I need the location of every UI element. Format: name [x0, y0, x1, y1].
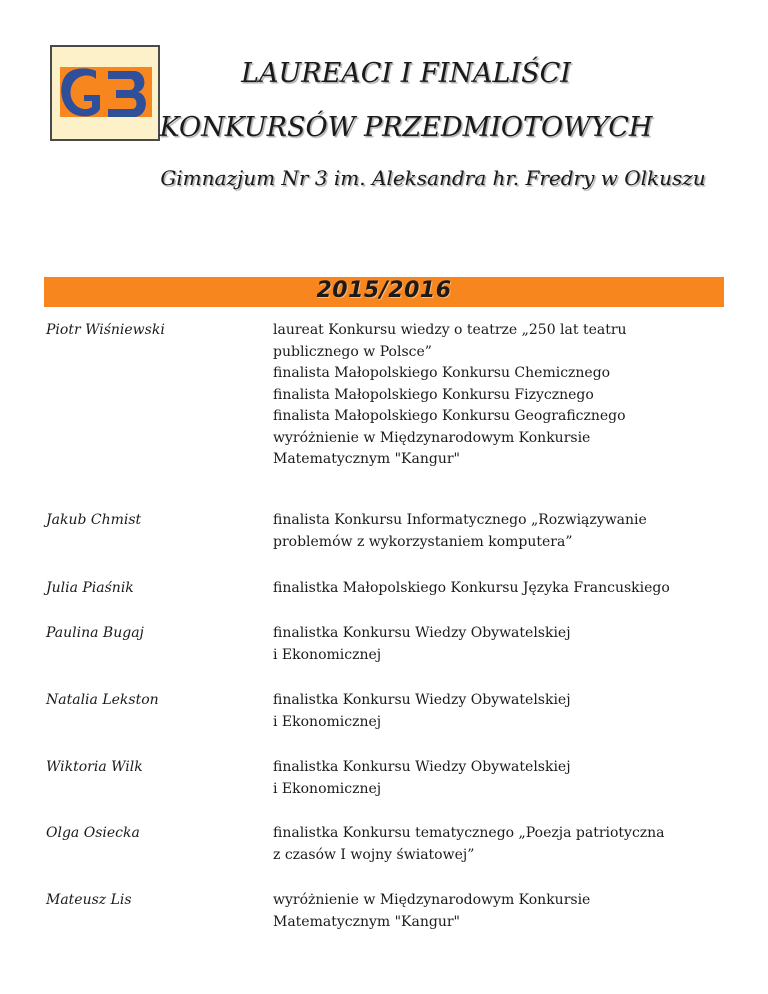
achievement-line: z czasów I wojny światowej” — [273, 846, 475, 863]
student-name: Julia Piaśnik — [46, 580, 134, 596]
page-title-line1: LAUREACI I FINALIŚCI — [241, 58, 571, 89]
student-name: Natalia Lekston — [46, 692, 159, 708]
school-year-label: 2015/2016 — [316, 278, 452, 303]
achievement-description — [273, 320, 743, 471]
achievement-description — [273, 890, 743, 933]
achievement-line: finalista Małopolskiego Konkursu Fizycznego — [273, 386, 594, 403]
achievement-line: wyróżnienie w Międzynarodowym Konkursie — [273, 429, 591, 446]
school-name-subtitle: Gimnazjum Nr 3 im. Aleksandra hr. Fredry w Olkuszu — [160, 166, 706, 190]
achievement-line: finalistka Małopolskiego Konkursu Języka Francuskiego — [273, 580, 670, 596]
achievement-description — [273, 690, 743, 733]
achievement-line: i Ekonomicznej — [273, 646, 382, 663]
achievement-line: finalista Konkursu Informatycznego „Rozwiązywanie — [273, 512, 647, 528]
achievement-line: finalistka Konkursu tematycznego „Poezja patriotyczna — [273, 825, 665, 841]
achievement-line: laureat Konkursu wiedzy o teatrze „250 lat teatru — [273, 322, 627, 338]
student-name: Piotr Wiśniewski — [46, 322, 165, 338]
student-name: Jakub Chmist — [46, 512, 142, 528]
student-name: Mateusz Lis — [46, 892, 132, 908]
achievement-description — [273, 510, 743, 553]
achievement-description — [273, 623, 743, 666]
student-name: Wiktoria Wilk — [46, 759, 143, 775]
student-name: Paulina Bugaj — [46, 625, 144, 641]
achievement-line: i Ekonomicznej — [273, 780, 382, 797]
achievement-line: problemów z wykorzystaniem komputera” — [273, 533, 573, 550]
achievement-line: Matematycznym "Kangur" — [273, 451, 460, 467]
school-year-bar — [44, 277, 724, 307]
achievement-line: Matematycznym "Kangur" — [273, 913, 460, 930]
achievement-line: publicznego w Polsce” — [273, 343, 432, 360]
achievement-line: finalistka Konkursu Wiedzy Obywatelskiej — [273, 625, 571, 641]
achievement-description — [273, 823, 743, 866]
page-title-line2: KONKURSÓW PRZEDMIOTOWYCH — [159, 112, 653, 143]
achievement-description — [273, 757, 743, 800]
achievement-line: finalista Małopolskiego Konkursu Geograficznego — [273, 408, 626, 424]
achievement-line: finalistka Konkursu Wiedzy Obywatelskiej — [273, 759, 571, 775]
student-name: Olga Osiecka — [46, 825, 140, 841]
achievement-description — [273, 578, 743, 600]
achievement-line: finalista Małopolskiego Konkursu Chemicznego — [273, 365, 611, 381]
achievement-line: finalistka Konkursu Wiedzy Obywatelskiej — [273, 692, 571, 708]
achievement-line: wyróżnienie w Międzynarodowym Konkursie — [273, 892, 591, 908]
achievement-line: i Ekonomicznej — [273, 713, 382, 730]
